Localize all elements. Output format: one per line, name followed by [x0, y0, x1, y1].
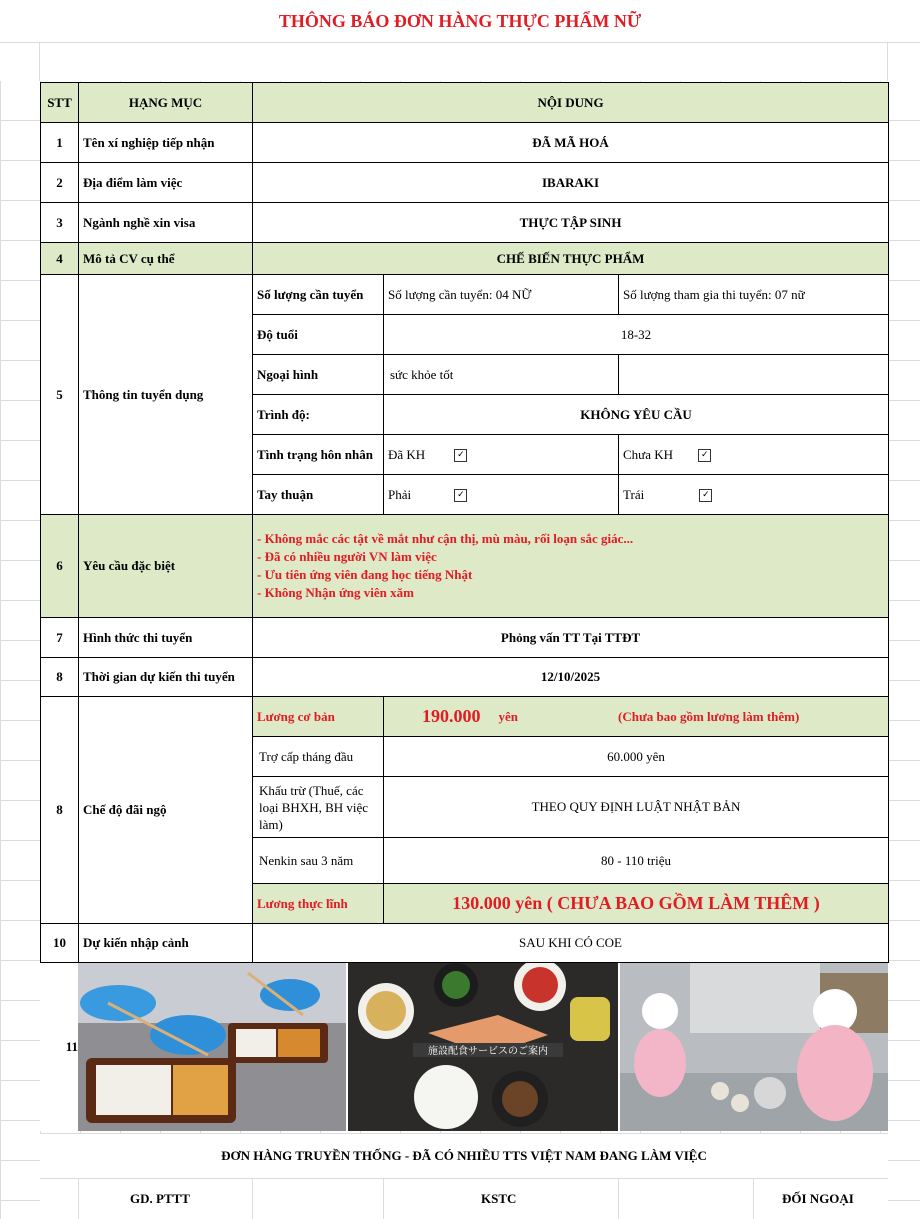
married-label: Đã KH — [388, 446, 426, 462]
allowance-label: Trợ cấp tháng đầu — [253, 737, 384, 777]
company-value: ĐÃ MÃ HOÁ — [253, 123, 889, 163]
row-number: 8 — [41, 697, 79, 924]
page-title: THÔNG BÁO ĐƠN HÀNG THỰC PHẨM NỮ — [0, 0, 920, 43]
header-category: HẠNG MỤC — [79, 83, 253, 123]
table-row — [41, 697, 889, 737]
row-number: 3 — [41, 203, 79, 243]
exam-qty-value: Số lượng tham gia thi tuyển: 07 nữ — [619, 275, 889, 315]
photo-caption: 施設配食サービスのご案内 — [428, 1046, 548, 1057]
requirement-item: - Ưu tiên ứng viên đang học tiếng Nhật — [257, 567, 473, 582]
row-number: 8 — [41, 658, 79, 697]
table-row — [41, 163, 889, 203]
order-table — [40, 82, 889, 963]
table-row — [41, 123, 889, 163]
table-header-row — [41, 83, 889, 123]
table-row — [41, 658, 889, 697]
left-hand-option — [619, 475, 889, 515]
allowance-value: 60.000 yên — [384, 737, 889, 777]
signature-gd-pttt: GD. PTTT — [130, 1191, 190, 1206]
requirement-item: - Đã có nhiều người VN làm việc — [257, 549, 437, 564]
qty-label: Số lượng cần tuyển — [253, 275, 384, 315]
requirement-item: - Không Nhận ứng viên xăm — [257, 585, 414, 600]
deduction-label: Khấu trừ (Thuế, các loại BHXH, BH việc làm) — [253, 777, 384, 838]
row-label: Dự kiến nhập cảnh — [79, 924, 253, 963]
row-label: Thông tin tuyển dụng — [79, 275, 253, 515]
row-number: 11 — [65, 1039, 78, 1054]
photo-kitchen-workers — [620, 963, 888, 1131]
column-divider — [618, 1179, 619, 1219]
row-number: 10 — [41, 924, 79, 963]
empty-cell — [619, 355, 889, 395]
checkbox-checked[interactable]: ✓ — [699, 489, 712, 502]
location-value: IBARAKI — [253, 163, 889, 203]
checkbox-checked[interactable]: ✓ — [454, 489, 467, 502]
row-number: 5 — [41, 275, 79, 515]
education-value: KHÔNG YÊU CẦU — [384, 395, 889, 435]
photo-meal-tray — [348, 963, 618, 1131]
row-number: 1 — [41, 123, 79, 163]
single-label: Chưa KH — [623, 446, 674, 462]
base-salary-unit: yên — [498, 708, 518, 724]
table-row — [41, 618, 889, 658]
entry-value: SAU KHI CÓ COE — [253, 924, 889, 963]
hand-label: Tay thuận — [253, 475, 384, 515]
row-label: Chế độ đãi ngộ — [79, 697, 253, 924]
header-content: NỘI DUNG — [253, 83, 889, 123]
exam-date-value: 12/10/2025 — [253, 658, 889, 697]
footer-note: ĐƠN HÀNG TRUYỀN THỐNG - ĐÃ CÓ NHIỀU TTS VIỆT NAM ĐANG LÀM VIỆC — [40, 1133, 888, 1178]
requirement-item: - Không mắc các tật về mắt như cận thị, mù màu, rối loạn sắc giác... — [257, 531, 634, 546]
net-salary-label: Lương thực lĩnh — [253, 884, 384, 924]
table-row — [41, 243, 889, 275]
base-salary-note: (Chưa bao gồm lương làm thêm) — [618, 708, 800, 724]
base-salary-label: Lương cơ bản — [253, 697, 384, 737]
net-salary-value: 130.000 yên ( CHƯA BAO GỒM LÀM THÊM ) — [384, 884, 889, 924]
base-salary-amount: 190.000 — [422, 706, 481, 726]
age-label: Độ tuổi — [253, 315, 384, 355]
row-number: 6 — [41, 515, 79, 618]
visa-value: THỰC TẬP SINH — [253, 203, 889, 243]
job-description-value: CHẾ BIẾN THỰC PHẨM — [253, 243, 889, 275]
signature-row — [40, 1178, 888, 1219]
row-label: Thời gian dự kiến thi tuyển — [79, 658, 253, 697]
photos-row — [40, 963, 888, 1131]
row-label: Yêu cầu đặc biệt — [79, 515, 253, 618]
photo-bento-packing — [78, 963, 346, 1131]
special-requirements — [253, 515, 889, 618]
table-row — [41, 203, 889, 243]
base-salary-value — [384, 697, 889, 737]
marital-label: Tình trạng hôn nhân — [253, 435, 384, 475]
single-option — [619, 435, 889, 475]
row-label: Mô tả CV cụ thể — [79, 243, 253, 275]
appearance-label: Ngoại hình — [253, 355, 384, 395]
exam-format-value: Phỏng vấn TT Tại TTĐT — [253, 618, 889, 658]
checkbox-checked[interactable]: ✓ — [454, 449, 467, 462]
row-number: 2 — [41, 163, 79, 203]
column-divider — [383, 1179, 384, 1219]
checkbox-checked[interactable]: ✓ — [698, 449, 711, 462]
nenkin-value: 80 - 110 triệu — [384, 838, 889, 884]
signature-doi-ngoai: ĐỐI NGOẠI — [782, 1191, 854, 1206]
table-row — [41, 275, 889, 315]
table-row — [41, 515, 889, 618]
row-number: 4 — [41, 243, 79, 275]
right-hand-option — [384, 475, 619, 515]
table-row — [41, 924, 889, 963]
row-number: 7 — [41, 618, 79, 658]
signature-kstc: KSTC — [481, 1191, 517, 1206]
age-value: 18-32 — [384, 315, 889, 355]
married-option — [384, 435, 619, 475]
row-label: Ngành nghề xin visa — [79, 203, 253, 243]
column-divider — [252, 1179, 253, 1219]
column-divider — [753, 1179, 754, 1219]
education-label: Trình độ: — [253, 395, 384, 435]
spacer-row — [0, 43, 920, 81]
row-label: Tên xí nghiệp tiếp nhận — [79, 123, 253, 163]
row-label: Địa điểm làm việc — [79, 163, 253, 203]
left-hand-label: Trái — [623, 486, 645, 502]
header-stt: STT — [41, 83, 79, 123]
qty-value: Số lượng cần tuyển: 04 NỮ — [384, 275, 619, 315]
row-label: Hình thức thi tuyển — [79, 618, 253, 658]
appearance-value: sức khỏe tốt — [384, 355, 619, 395]
nenkin-label: Nenkin sau 3 năm — [253, 838, 384, 884]
deduction-value: THEO QUY ĐỊNH LUẬT NHẬT BẢN — [384, 777, 889, 838]
right-hand-label: Phải — [388, 486, 412, 502]
column-divider — [78, 1179, 79, 1219]
